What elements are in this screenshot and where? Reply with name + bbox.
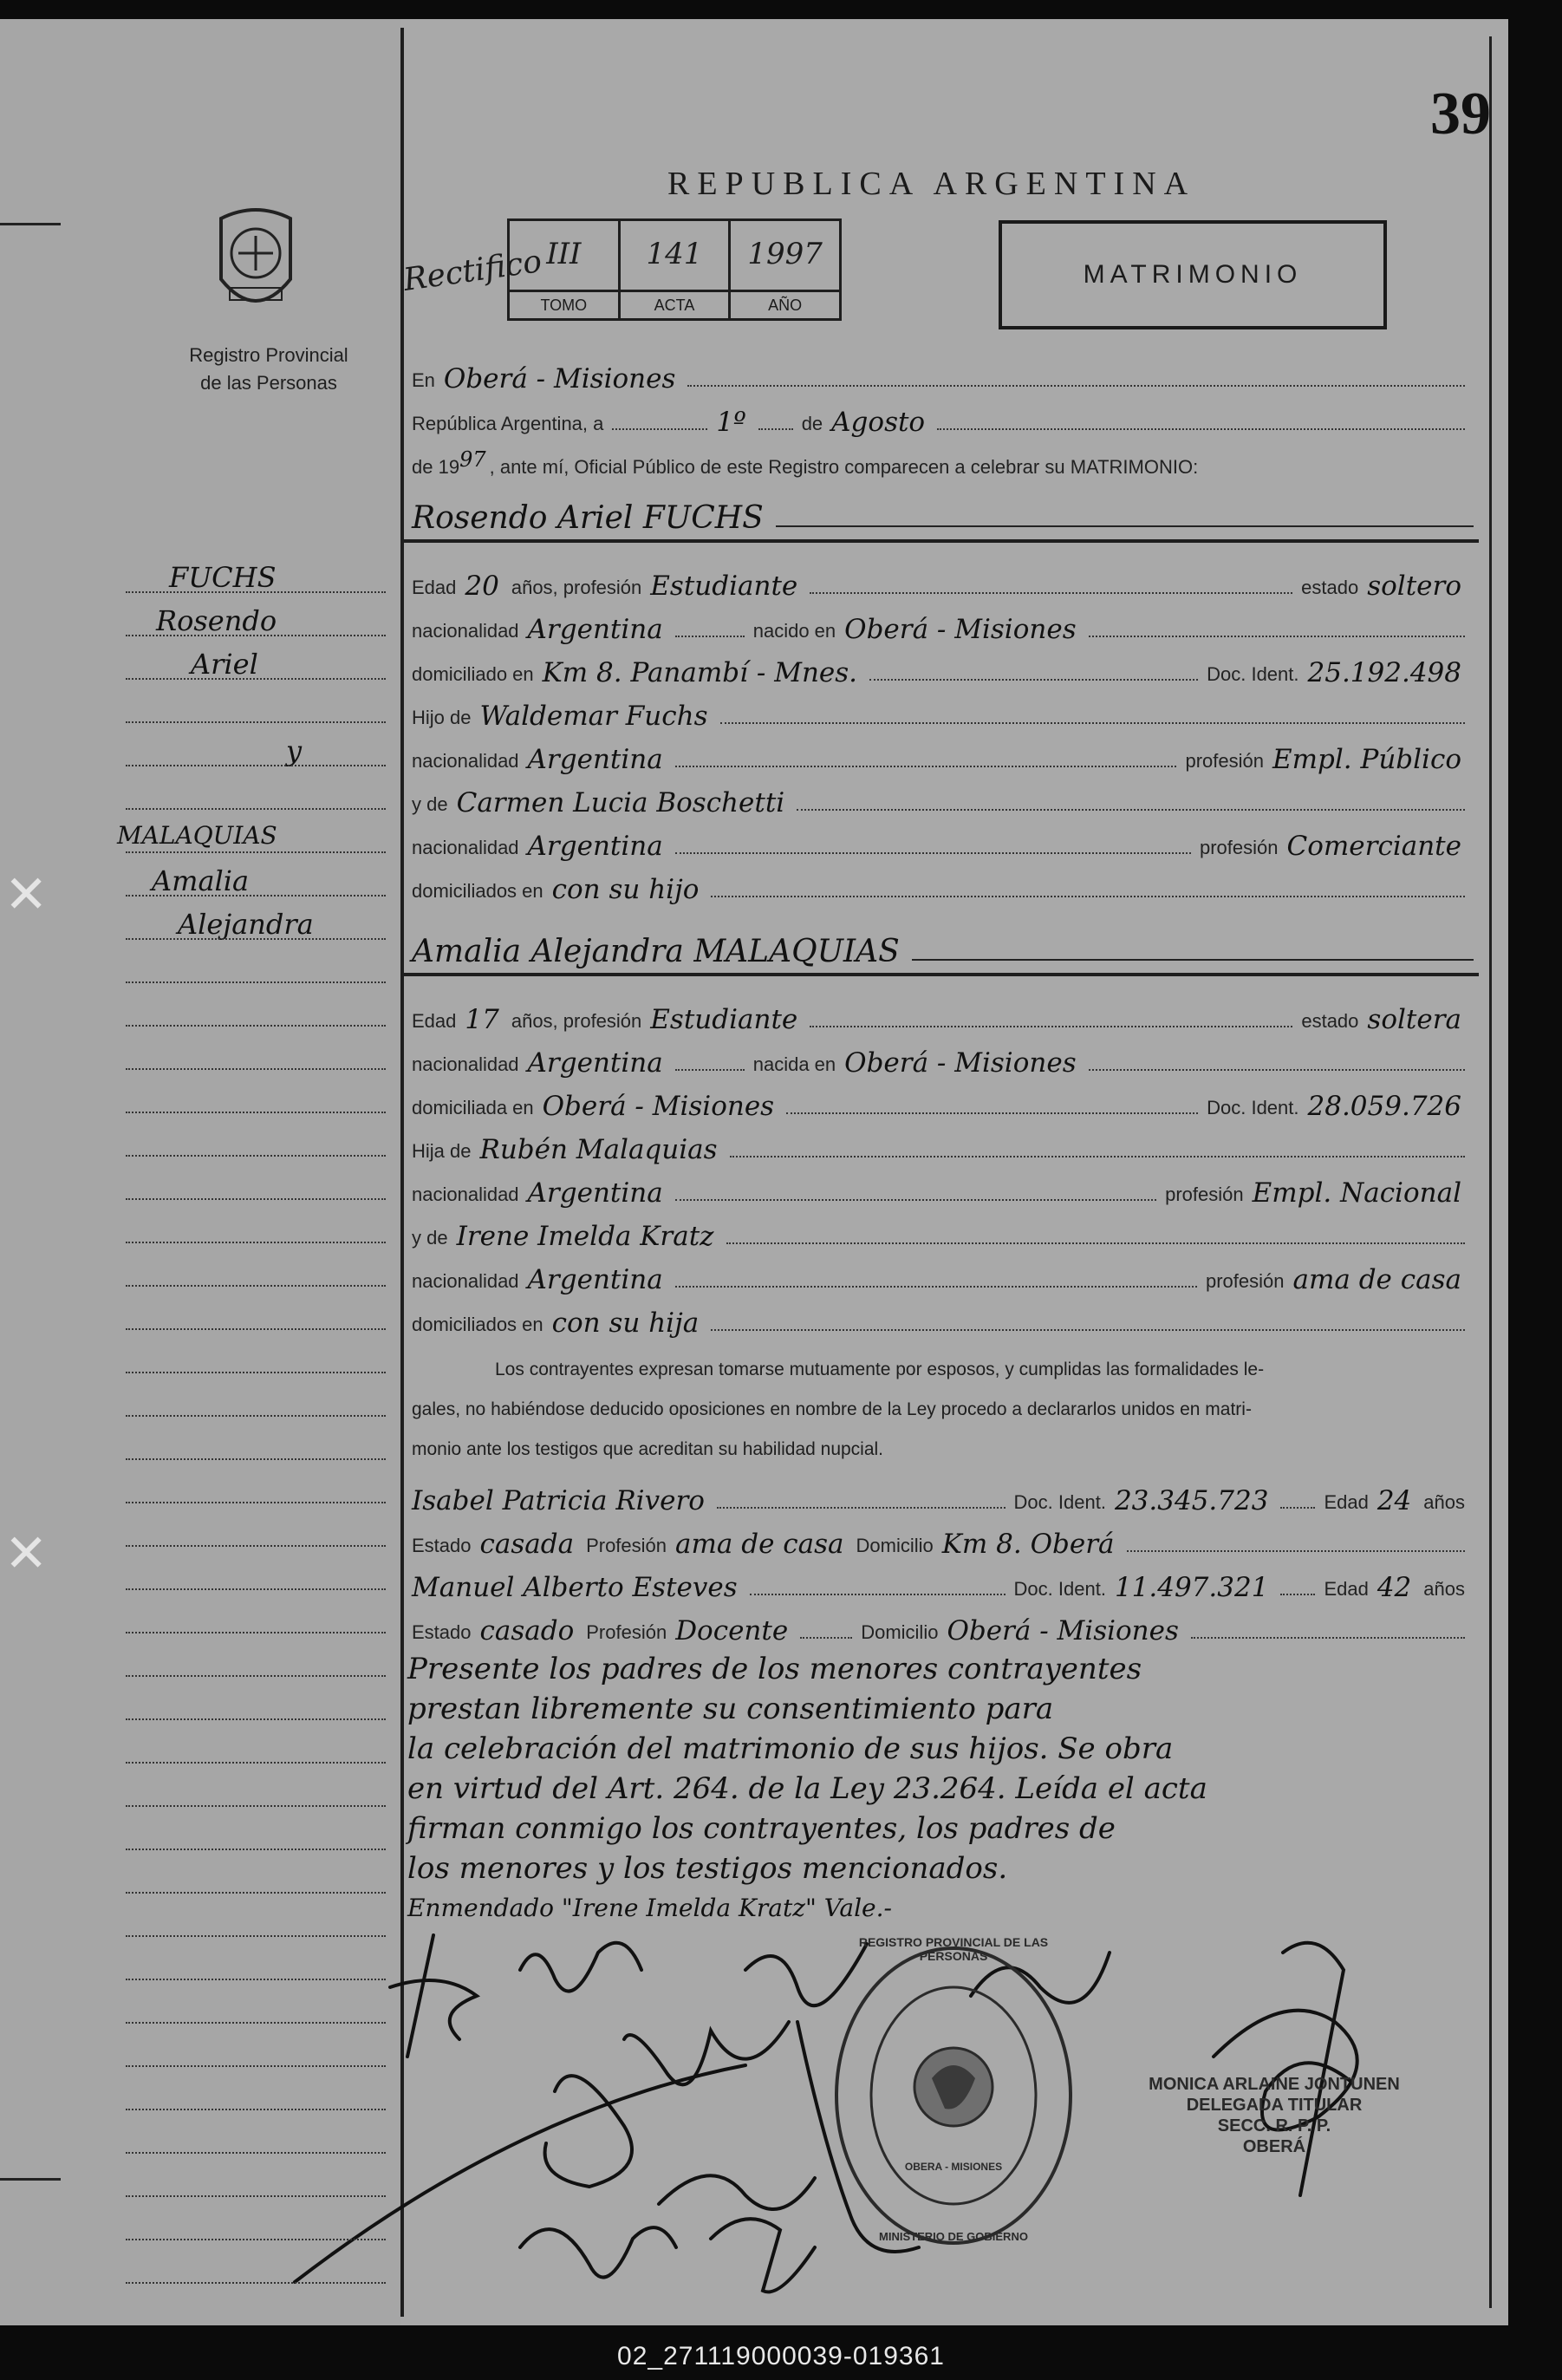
page-number: 39: [1430, 81, 1491, 147]
fill-line: [726, 1242, 1465, 1244]
edad-label: Edad: [1324, 1491, 1369, 1513]
witness1-profession: ama de casa: [675, 1529, 844, 1560]
bride-parents-domicile: con su hija: [551, 1307, 700, 1339]
witness2-doc: 11.497.321: [1114, 1572, 1269, 1603]
profesion-label: profesión: [1205, 1270, 1285, 1292]
margin-line: [126, 1502, 386, 1503]
estado-label: estado: [1301, 577, 1359, 598]
margin-line: [126, 1718, 386, 1720]
bride-father-nat-row: [412, 1168, 1474, 1209]
y-de-label: y de: [412, 1227, 448, 1249]
official-stamp: [1118, 2074, 1430, 2157]
bride-civil-status: soltera: [1367, 1004, 1461, 1035]
groom-father-row: [412, 691, 1474, 732]
margin-line: [126, 2022, 386, 2024]
estado-label: Estado: [412, 1621, 472, 1643]
fill-line: [675, 635, 745, 637]
estado-label: Estado: [412, 1535, 472, 1556]
record-type: MATRIMONIO: [1083, 260, 1303, 289]
margin-line: [126, 1285, 386, 1287]
fill-line: [869, 678, 1198, 681]
binding-hole-icon: ✕: [4, 1524, 49, 1582]
tomo-value: III: [546, 237, 582, 271]
fill-line: [1089, 1068, 1465, 1071]
tomo-acta-ano-box: [507, 218, 842, 321]
day-value: 1º: [716, 407, 746, 438]
bride-mother-nationality: Argentina: [527, 1264, 663, 1295]
anos-profesion-label: años, profesión: [511, 577, 642, 598]
bride-parents-domicile-row: [412, 1298, 1474, 1339]
groom-domicile-row: [412, 648, 1474, 686]
fill-line: [675, 1198, 1156, 1201]
margin-conjunction: y: [286, 734, 303, 767]
margin-bride-name1: Amalia: [152, 864, 250, 897]
bride-domicile: Oberá - Misiones: [542, 1091, 775, 1122]
month-value: Agosto: [831, 407, 926, 438]
groom-profession: Estudiante: [650, 571, 798, 602]
margin-line: [126, 1935, 386, 1937]
note-line-2: prestan libremente su consentimiento para: [407, 1692, 1054, 1726]
margin-line: [126, 1805, 386, 1807]
acta-value: 141: [646, 237, 703, 271]
profesion-label: profesión: [1165, 1183, 1244, 1205]
fill-line: [810, 591, 1292, 594]
fill-line: [675, 1285, 1197, 1288]
y-de-label: y de: [412, 793, 448, 815]
groom-full-name: Rosendo Ariel FUCHS: [412, 500, 764, 536]
witness1-row: [412, 1476, 1474, 1514]
groom-father-nationality: Argentina: [527, 744, 663, 775]
province-coat-of-arms-icon: [204, 201, 308, 323]
margin-line: [126, 1762, 386, 1764]
margin-groom-name1: Rosendo: [156, 604, 277, 637]
groom-parents-domicile: con su hijo: [551, 874, 700, 905]
note-line-5: firman conmigo los contrayentes, los padres de: [407, 1811, 1116, 1846]
fill-line: [720, 721, 1466, 724]
witness2-age: 42: [1377, 1572, 1412, 1603]
groom-doc: 25.192.498: [1307, 657, 1461, 688]
bride-name-row: [412, 921, 1474, 969]
fill-line: [675, 1068, 745, 1071]
handwritten-notes: [407, 1649, 1482, 1928]
footer-code: 02_271119000039-019361: [0, 2332, 1562, 2380]
declaration-line-2: gales, no habiéndose deducido oposiciones en nombre de la Ley procedo a declararlos unidos en matri-: [412, 1399, 1252, 1419]
profesion-label: Profesión: [586, 1535, 667, 1556]
fill-line: [800, 1636, 852, 1639]
margin-line: [126, 1849, 386, 1850]
registry-line-2: de las Personas: [200, 372, 337, 394]
year-suffix: 97: [459, 447, 486, 472]
groom-mother-nationality: Argentina: [527, 831, 663, 862]
domiciliado-label: domiciliado en: [412, 663, 534, 685]
margin-line: [126, 1588, 386, 1590]
bride-birthplace: Oberá - Misiones: [844, 1047, 1077, 1079]
witness2-profession: Docente: [675, 1615, 789, 1646]
margin-line: [126, 2282, 386, 2284]
bride-father: Rubén Malaquias: [479, 1134, 718, 1165]
nacionalidad-label: nacionalidad: [412, 750, 519, 772]
margin-line: [126, 2239, 386, 2240]
margin-line: [126, 1068, 386, 1070]
rectifico-annotation: Rectifico: [400, 244, 544, 298]
bride-nationality-row: [412, 1038, 1474, 1079]
seal-bottom-text: MINISTERIO DE GOBIERNO: [879, 2230, 1028, 2243]
fill-line: [612, 427, 707, 430]
margin-groom-name2: Ariel: [191, 648, 258, 681]
estado-label: estado: [1301, 1010, 1359, 1032]
margin-line: [126, 2109, 386, 2110]
groom-age: 20: [465, 571, 499, 602]
note-line-7: Enmendado "Irene Imelda Kratz" Vale.-: [407, 1894, 892, 1922]
groom-father: Waldemar Fuchs: [479, 701, 708, 732]
witness1-details-row: [412, 1519, 1474, 1560]
witness1-age: 24: [1377, 1485, 1412, 1516]
profesion-label: Profesión: [586, 1621, 667, 1643]
bride-profession: Estudiante: [650, 1004, 798, 1035]
fill-line: [797, 808, 1465, 811]
place-row: [412, 354, 1474, 392]
ano-value: 1997: [747, 237, 823, 271]
groom-father-nat-row: [412, 734, 1474, 773]
fill-line: [730, 1155, 1465, 1157]
fill-line: [758, 427, 793, 430]
edad-label: Edad: [412, 577, 457, 598]
witness2-domicile: Oberá - Misiones: [947, 1615, 1179, 1646]
nacionalidad-label: nacionalidad: [412, 1053, 519, 1075]
margin-line: [126, 1979, 386, 1980]
official-title: DELEGADA TITULAR: [1186, 2096, 1363, 2115]
official-city: OBERÁ: [1242, 2137, 1306, 2156]
margin-line: [126, 851, 386, 853]
fill-line: [1191, 1636, 1465, 1639]
groom-mother-row: [412, 778, 1474, 816]
doc-ident-label: Doc. Ident.: [1013, 1491, 1106, 1513]
margin-line: [126, 1675, 386, 1677]
nacionalidad-label: nacionalidad: [412, 620, 519, 642]
year-prefix: de 19: [412, 456, 460, 478]
name-line: [776, 525, 1474, 527]
witness1-civil-status: casada: [479, 1529, 575, 1560]
margin-bride-name2: Alejandra: [178, 908, 314, 941]
place-value: Oberá - Misiones: [443, 363, 676, 394]
margin-line: [126, 1198, 386, 1200]
margin-line: [126, 938, 386, 940]
document-page: [0, 19, 1508, 2325]
groom-name-row: [412, 487, 1474, 536]
margin-groom-surname: FUCHS: [169, 561, 277, 594]
margin-line: [126, 1545, 386, 1547]
margin-line: [126, 1025, 386, 1027]
bride-mother-row: [412, 1211, 1474, 1252]
tomo-label: TOMO: [510, 290, 618, 318]
margin-line: [126, 2195, 386, 2197]
domiciliada-label: domiciliada en: [412, 1097, 534, 1118]
fill-line: [937, 427, 1465, 430]
bride-father-profession: Empl. Nacional: [1252, 1177, 1461, 1209]
tomo-cell: [510, 221, 621, 318]
margin-line: [126, 2065, 386, 2067]
fill-line: [1127, 1549, 1465, 1552]
margin-line: [126, 1458, 386, 1460]
fill-line: [711, 895, 1465, 897]
registry-name: [139, 342, 399, 397]
fill-line: [810, 1025, 1292, 1027]
margin-line: [126, 1892, 386, 1894]
groom-nationality-row: [412, 604, 1474, 645]
hija-label: Hija de: [412, 1140, 472, 1162]
fill-line: [687, 384, 1465, 387]
binding-mark: [0, 2178, 61, 2181]
margin-line: [126, 1155, 386, 1157]
domicilio-label: Domicilio: [856, 1535, 934, 1556]
margin-bride-surname: MALAQUIAS: [117, 821, 277, 850]
nacida-label: nacida en: [752, 1053, 836, 1075]
declaration-line-3: monio ante los testigos que acreditan su habilidad nupcial.: [412, 1439, 884, 1459]
record-type-box: [999, 220, 1387, 329]
country-title: REPUBLICA ARGENTINA: [667, 166, 1196, 202]
witness2-name: Manuel Alberto Esteves: [412, 1572, 738, 1603]
doc-ident-label: Doc. Ident.: [1207, 663, 1299, 685]
groom-father-profession: Empl. Público: [1272, 744, 1461, 775]
anos-label: años: [1423, 1491, 1465, 1513]
edad-label: Edad: [412, 1010, 457, 1032]
groom-mother-profession: Comerciante: [1286, 831, 1461, 862]
profesion-label: profesión: [1185, 750, 1264, 772]
witness1-name: Isabel Patricia Rivero: [412, 1485, 705, 1516]
bride-nationality: Argentina: [527, 1047, 663, 1079]
acta-cell: [621, 221, 732, 318]
seal-center-text: OBERA - MISIONES: [904, 2161, 1003, 2173]
domiciliados-label: domiciliados en: [412, 1314, 543, 1335]
profesion-label: profesión: [1200, 837, 1279, 858]
groom-mother: Carmen Lucia Boschetti: [456, 787, 785, 818]
nacionalidad-label: nacionalidad: [412, 1270, 519, 1292]
binding-hole-icon: ✕: [4, 865, 49, 923]
nacionalidad-label: nacionalidad: [412, 1183, 519, 1205]
bride-mother: Irene Imelda Kratz: [456, 1221, 714, 1252]
bride-doc: 28.059.726: [1307, 1091, 1461, 1122]
groom-parents-domicile-row: [412, 864, 1474, 903]
declaration-line-1: Los contrayentes expresan tomarse mutuamente por esposos, y cumplidas las formalidades le-: [495, 1360, 1265, 1379]
binding-mark: [0, 223, 61, 225]
bride-domicile-row: [412, 1081, 1474, 1122]
right-border: [1489, 36, 1492, 2308]
fill-line: [711, 1328, 1465, 1331]
bride-mother-nat-row: [412, 1255, 1474, 1293]
margin-line: [126, 635, 386, 636]
anos-profesion-label: años, profesión: [511, 1010, 642, 1032]
official-office: SECC. R. P. P.: [1217, 2116, 1331, 2135]
name-line: [912, 959, 1474, 961]
fill-line: [1089, 635, 1465, 637]
de-label: de: [801, 413, 823, 434]
witness1-doc: 23.345.723: [1114, 1485, 1269, 1516]
margin-line: [126, 678, 386, 680]
anos-label: años: [1423, 1578, 1465, 1600]
nacido-label: nacido en: [752, 620, 836, 642]
margin-line: [126, 765, 386, 766]
ano-label: AÑO: [731, 290, 839, 318]
bride-age-row: [412, 994, 1474, 1033]
ante-text: , ante mí, Oficial Público de este Registro comparecen a celebrar su MATRIMONIO:: [489, 456, 1199, 478]
bride-separator: [404, 973, 1479, 976]
fill-line: [750, 1593, 1006, 1595]
groom-nationality: Argentina: [527, 614, 663, 645]
fill-line: [786, 1112, 1198, 1114]
republica-label: República Argentina, a: [412, 413, 604, 434]
groom-civil-status: soltero: [1367, 571, 1461, 602]
domicilio-label: Domicilio: [861, 1621, 939, 1643]
margin-line: [126, 808, 386, 810]
margin-line: [126, 591, 386, 593]
nacionalidad-label: nacionalidad: [412, 837, 519, 858]
hijo-label: Hijo de: [412, 707, 472, 728]
en-label: En: [412, 369, 435, 391]
bride-mother-profession: ama de casa: [1292, 1264, 1461, 1295]
official-seal-stamp: [823, 1940, 1084, 2252]
note-line-4: en virtud del Art. 264. de la Ley 23.264. Leída el acta: [407, 1771, 1207, 1806]
margin-line: [126, 1112, 386, 1113]
fill-line: [717, 1506, 1006, 1509]
witness1-domicile: Km 8. Oberá: [941, 1529, 1115, 1560]
groom-age-row: [412, 561, 1474, 602]
margin-line: [126, 981, 386, 983]
doc-ident-label: Doc. Ident.: [1207, 1097, 1299, 1118]
acta-label: ACTA: [621, 290, 729, 318]
fill-line: [675, 851, 1191, 854]
note-line-1: Presente los padres de los menores contrayentes: [407, 1652, 1142, 1686]
margin-line: [126, 1415, 386, 1417]
margin-line: [126, 1242, 386, 1243]
fill-line: [675, 765, 1177, 767]
bride-father-nationality: Argentina: [527, 1177, 663, 1209]
margin-line: [126, 1372, 386, 1373]
margin-line: [126, 895, 386, 897]
groom-separator: [404, 539, 1479, 543]
margin-line: [126, 2152, 386, 2154]
seal-ring-text: REGISTRO PROVINCIAL DE LAS PERSONAS: [858, 1935, 1049, 1963]
doc-ident-label: Doc. Ident.: [1013, 1578, 1106, 1600]
bride-father-row: [412, 1125, 1474, 1163]
domiciliados-label: domiciliados en: [412, 880, 543, 902]
witness2-details-row: [412, 1606, 1474, 1644]
date-row: [412, 397, 1474, 438]
groom-birthplace: Oberá - Misiones: [844, 614, 1077, 645]
official-name: MONICA ARLAINE JONTUNEN: [1149, 2075, 1400, 2094]
margin-line: [126, 1632, 386, 1633]
bride-full-name: Amalia Alejandra MALAQUIAS: [412, 934, 900, 969]
registry-line-1: Registro Provincial: [189, 344, 348, 366]
margin-line: [126, 1328, 386, 1330]
note-line-6: los menores y los testigos mencionados.: [407, 1851, 1008, 1886]
bride-age: 17: [465, 1004, 499, 1035]
groom-mother-nat-row: [412, 821, 1474, 862]
witness2-row: [412, 1562, 1474, 1601]
fill-line: [1280, 1506, 1315, 1509]
witness2-civil-status: casado: [479, 1615, 575, 1646]
fill-line: [1280, 1593, 1315, 1595]
year-row: [412, 440, 1474, 479]
ano-cell: [731, 221, 839, 318]
margin-line: [126, 721, 386, 723]
declaration-paragraph: [412, 1350, 1469, 1470]
edad-label: Edad: [1324, 1578, 1369, 1600]
note-line-3: la celebración del matrimonio de sus hijos. Se obra: [407, 1731, 1174, 1766]
groom-domicile: Km 8. Panambí - Mnes.: [542, 657, 858, 688]
